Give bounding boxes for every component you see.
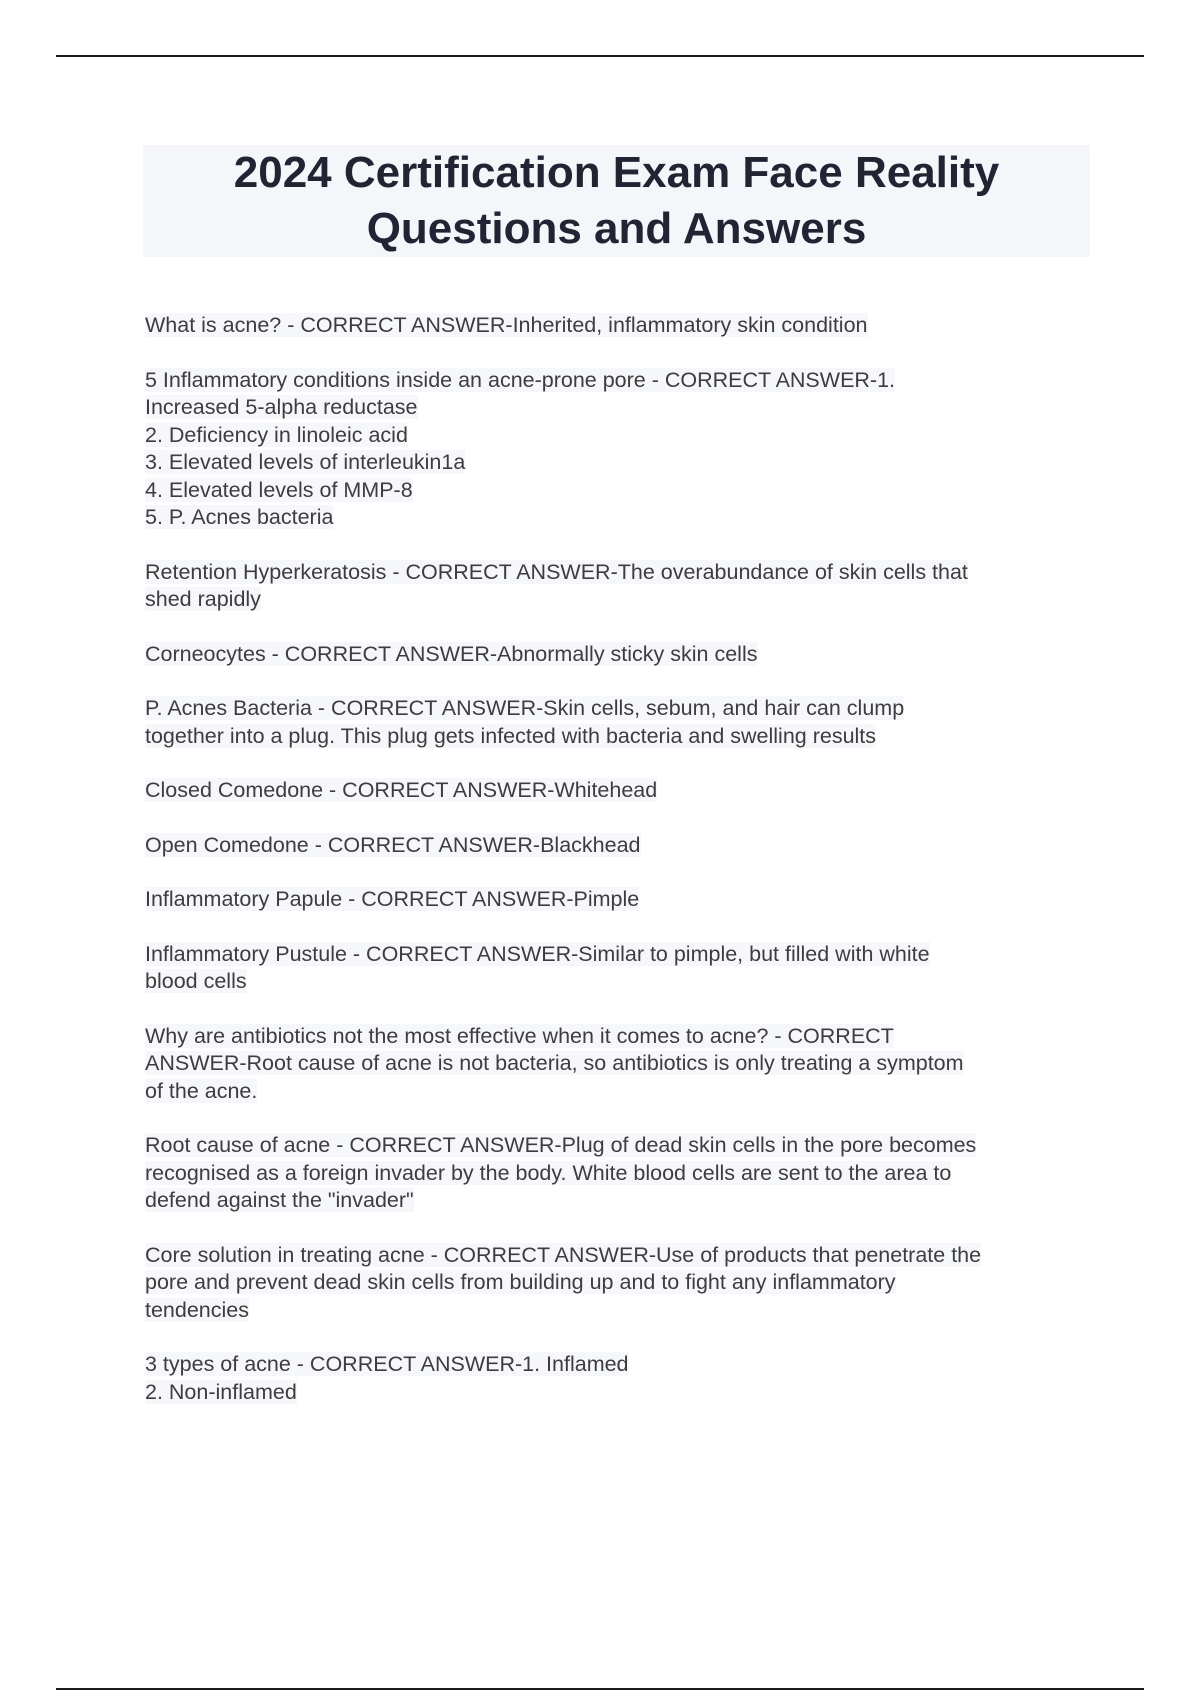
qa-text: What is acne? - CORRECT ANSWER-Inherited, inflammatory skin condition (145, 313, 868, 337)
qa-item (145, 1242, 1090, 1325)
qa-text: Why are antibiotics not the most effective when it comes to acne? - CORRECT ANSWER-Root cause of acne is not bacteria, so antibiotics is only treating a symptom of the acne. (145, 1023, 964, 1103)
qa-item (145, 312, 1090, 340)
top-divider (56, 55, 1144, 57)
qa-text: Retention Hyperkeratosis - CORRECT ANSWER-The overabundance of skin cells that shed rapidly (145, 559, 968, 611)
qa-text: Core solution in treating acne - CORRECT ANSWER-Use of products that penetrate the pore and prevent dead skin cells from building up and to fight any inflammatory tendencies (145, 1242, 982, 1322)
page-title: 2024 Certification Exam Face Reality Questions and Answers (233, 148, 1000, 253)
qa-list (145, 312, 1090, 1433)
qa-item (145, 1132, 1090, 1215)
qa-item (145, 941, 1090, 996)
qa-text: 3 types of acne - CORRECT ANSWER-1. Inflamed 2. Non-inflamed (145, 1352, 629, 1404)
qa-text: 5 Inflammatory conditions inside an acne-prone pore - CORRECT ANSWER-1. Increased 5-alpha reductase 2. Deficiency in linoleic acid 3. Elevated levels of interleukin1a 4. Elevated levels of MMP-8 5. P. Acnes bacteria (145, 367, 896, 529)
qa-text: Root cause of acne - CORRECT ANSWER-Plug of dead skin cells in the pore becomes recognised as a foreign invader by the body. White blood cells are sent to the area to defend against the "invader" (145, 1133, 977, 1212)
title-banner (143, 145, 1090, 257)
qa-text: Closed Comedone - CORRECT ANSWER-Whitehead (145, 778, 658, 802)
qa-text: Inflammatory Pustule - CORRECT ANSWER-Similar to pimple, but filled with white blood cells (145, 941, 930, 993)
qa-item (145, 641, 1090, 669)
qa-text: Open Comedone - CORRECT ANSWER-Blackhead (145, 832, 641, 857)
qa-text: Corneocytes - CORRECT ANSWER-Abnormally sticky skin cells (145, 641, 758, 666)
qa-item (145, 1351, 1090, 1406)
qa-text: P. Acnes Bacteria - CORRECT ANSWER-Skin cells, sebum, and hair can clump together into a plug. This plug gets infected with bacteria and swelling results (145, 696, 905, 748)
qa-item (145, 695, 1090, 750)
qa-item (145, 1023, 1090, 1106)
qa-item (145, 886, 1090, 914)
qa-item (145, 832, 1090, 860)
qa-item (145, 559, 1090, 614)
qa-item (145, 367, 1090, 532)
qa-text: Inflammatory Papule - CORRECT ANSWER-Pimple (145, 887, 640, 911)
qa-item (145, 777, 1090, 805)
bottom-divider (56, 1688, 1144, 1690)
